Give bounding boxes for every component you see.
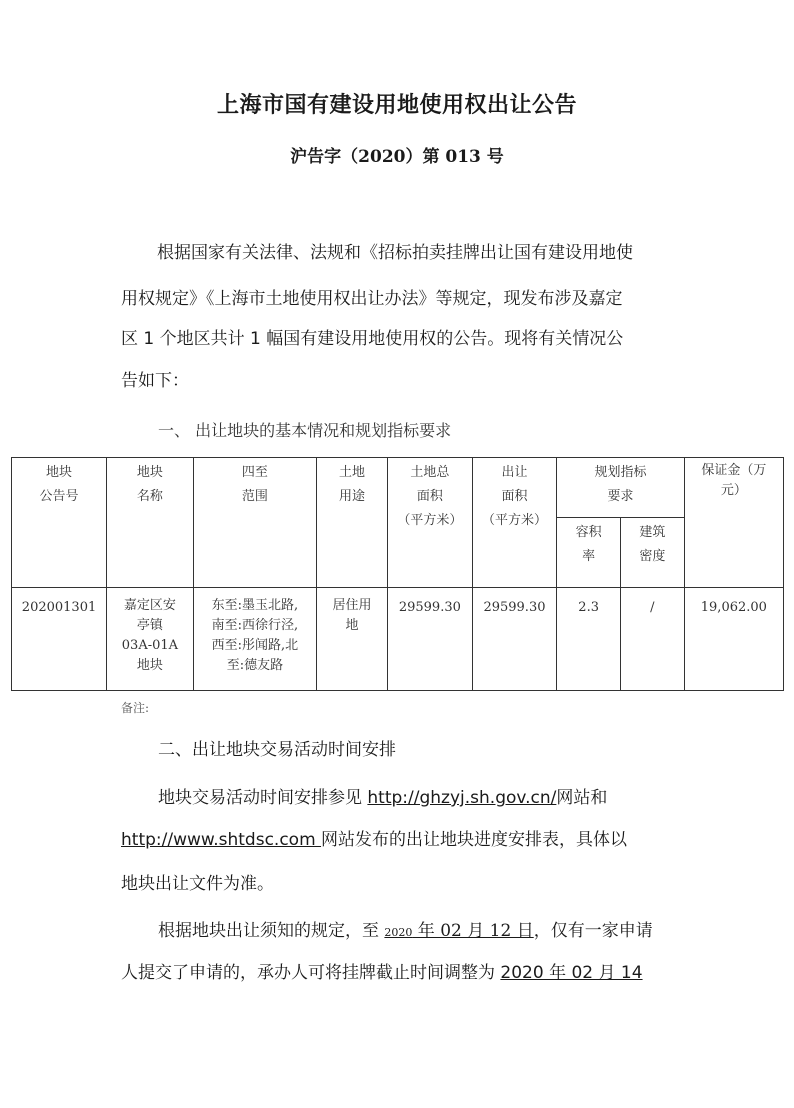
section-2-heading: 二、出让地块交易活动时间安排	[158, 740, 396, 760]
ghzyj-link[interactable]: http://ghzyj.sh.gov.cn/	[367, 788, 557, 808]
rule-date-2: 2020 年 02 月 14	[500, 963, 643, 983]
cell-land-use: 居住用 地	[317, 588, 388, 691]
schedule-line-3: 地块出让文件为准。	[121, 874, 274, 894]
cell-boundaries: 东至:墨玉北路, 南至:西徐行泾, 西至:彤闻路,北 至:德友路	[193, 588, 316, 691]
rule-text: ，仅有一家申请	[533, 921, 653, 941]
rule-date-1-rest: 年 02 月 12 日	[412, 921, 534, 941]
header-total-area: 土地总 面积 （平方米）	[388, 458, 473, 588]
intro-line-2: 用权规定》《上海市土地使用权出让办法》等规定，现发布涉及嘉定	[121, 289, 623, 309]
header-transfer-area: 出让 面积 （平方米）	[472, 458, 557, 588]
schedule-line-2	[121, 829, 701, 851]
header-land-use: 土地 用途	[317, 458, 388, 588]
header-far: 容积 率	[557, 518, 621, 588]
cell-far: 2.3	[557, 588, 621, 691]
header-plot-name: 地块 名称	[107, 458, 194, 588]
schedule-line-1	[158, 787, 698, 809]
page-title: 上海市国有建设用地使用权出让公告	[216, 93, 577, 118]
land-plot-table	[11, 457, 784, 691]
schedule-text: 网站和	[556, 788, 608, 808]
rule-line-1	[158, 920, 718, 944]
header-notice-no: 地块 公告号	[12, 458, 107, 588]
rule-line-2	[121, 962, 701, 984]
cell-density: /	[621, 588, 685, 691]
rule-text: 人提交了申请的，承办人可将挂牌截止时间调整为	[121, 963, 501, 983]
header-deposit: 保证金（万 元）	[684, 458, 783, 588]
cell-total-area: 29599.30	[388, 588, 473, 691]
cell-transfer-area: 29599.30	[472, 588, 557, 691]
cell-plot-name: 嘉定区安 亭镇 03A-01A 地块	[107, 588, 194, 691]
schedule-text: 网站发布的出让地块进度安排表，具体以	[321, 830, 628, 850]
cell-deposit: 19,062.00	[684, 588, 783, 691]
intro-line-1: 根据国家有关法律、法规和《招标拍卖挂牌出让国有建设用地使	[157, 243, 633, 263]
schedule-text: 地块交易活动时间安排参见	[158, 788, 368, 808]
rule-date-1	[384, 921, 533, 941]
header-density: 建筑 密度	[621, 518, 685, 588]
shtdsc-link[interactable]: http://www.shtdsc.com	[121, 830, 322, 850]
section-1-heading: 一、 出让地块的基本情况和规划指标要求	[158, 421, 452, 440]
rule-date-1-year: 2020	[384, 926, 413, 939]
table-note: 备注:	[121, 701, 150, 715]
header-boundaries: 四至 范围	[193, 458, 316, 588]
cell-notice-no: 202001301	[12, 588, 107, 691]
rule-text: 根据地块出让须知的规定，至	[158, 921, 385, 941]
document-number: 沪告字（2020）第 013 号	[290, 147, 504, 167]
intro-line-4: 告如下：	[121, 371, 189, 391]
header-planning: 规划指标 要求	[557, 458, 684, 518]
intro-line-3: 区 1 个地区共计 1 幅国有建设用地使用权的公告。现将有关情况公	[121, 329, 624, 349]
table-row	[12, 588, 784, 691]
